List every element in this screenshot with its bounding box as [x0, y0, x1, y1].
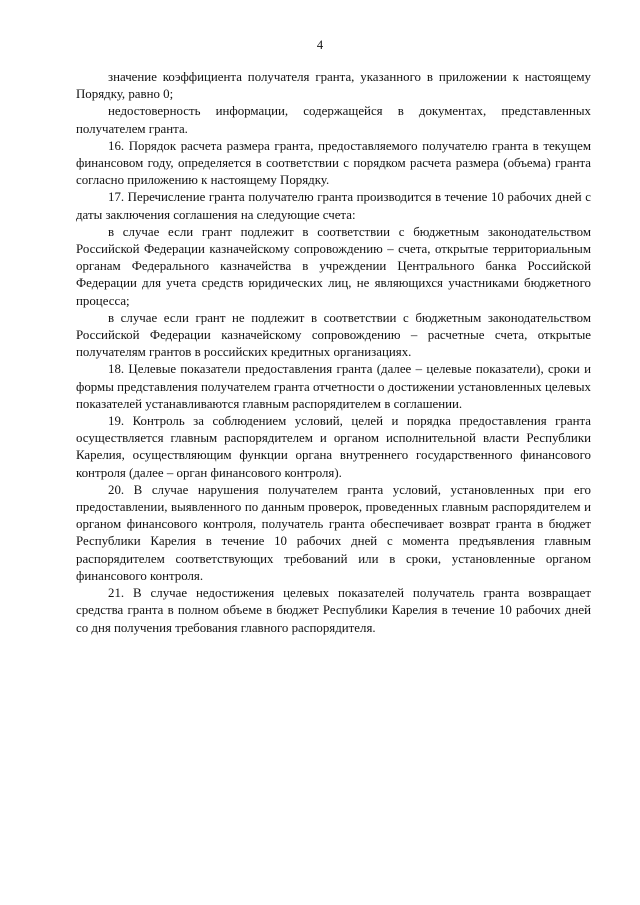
paragraph-item-20: 20. В случае нарушения получателем гранта условий, установленных при его предоставлении, выявленного по данным проверок, проведенных главным распорядителем и органом финансового контроля, получатель гранта обеспечивает возврат гранта в бюджет Республики Карелия в течение 10 рабочих дней с момента предъявления главным распорядителем соответствующих требований или в сроки, установленные органом финансового контроля.: [76, 482, 591, 583]
paragraph-item-18: 18. Целевые показатели предоставления гранта (далее – целевые показатели), сроки и формы представления получателем гранта отчетности о достижении установленных целевых показателей устанавливаются главным распорядителем в соглашении.: [76, 362, 591, 411]
paragraph: недостоверность информации, содержащейся в документах, представленных получателем гранта.: [76, 104, 591, 136]
paragraph-item-17: 17. Перечисление гранта получателю гранта производится в течение 10 рабочих дней с даты заключения соглашения на следующие счета:: [76, 190, 591, 222]
paragraph: в случае если грант подлежит в соответствии с бюджетным законодательством Российской Федерации казначейскому сопровождению – счета, открытые территориальным органам Федерального казначейства в учреждении Центрального банка Российской Федерации для учета средств юридических лиц, не являющихся участниками бюджетного процесса;: [76, 224, 591, 308]
page-number: 4: [316, 38, 324, 52]
paragraph-item-19: 19. Контроль за соблюдением условий, целей и порядка предоставления гранта осуществляется главным распорядителем и органом исполнительной власти Республики Карелия, осуществляющим функции органа внутреннего государственного финансового контроля (далее – орган финансового контроля).: [76, 414, 591, 480]
paragraph-item-21: 21. В случае недостижения целевых показателей получатель гранта возвращает средства гранта в полном объеме в бюджет Республики Карелия в течение 10 рабочих дней со дня получения требования главного распорядителя.: [76, 586, 591, 635]
paragraph: значение коэффициента получателя гранта, указанного в приложении к настоящему Порядку, равно 0;: [76, 70, 591, 102]
paragraph: в случае если грант не подлежит в соответствии с бюджетным законодательством Российской Федерации казначейскому сопровождению – расчетные счета, открытые получателям грантов в российских кредитных организациях.: [76, 310, 591, 360]
document-body: [76, 69, 591, 637]
paragraph-item-16: 16. Порядок расчета размера гранта, предоставляемого получателю гранта в текущем финансовом году, определяется в соответствии с порядком расчета размера (объема) гранта согласно приложению к настоящему Порядку.: [76, 138, 591, 188]
